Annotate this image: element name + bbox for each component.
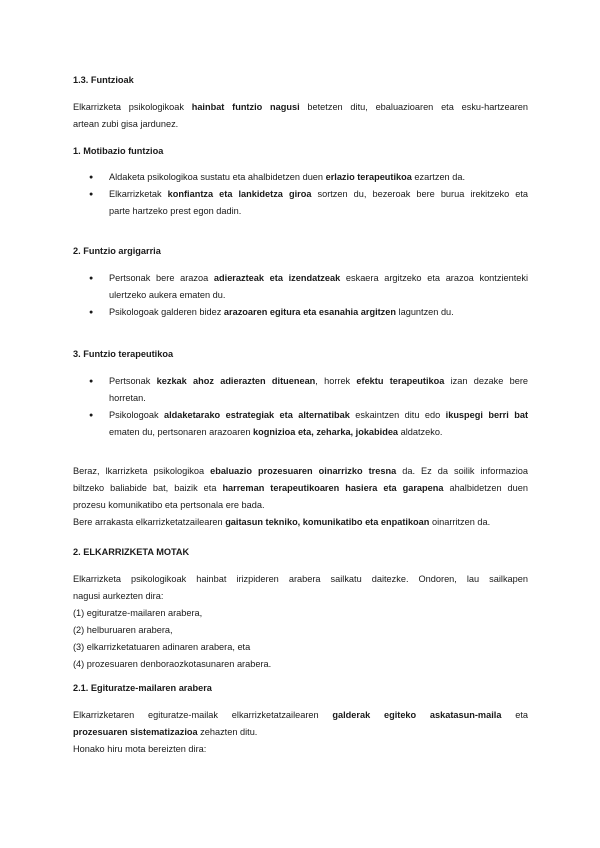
summary-paragraph: Beraz, lkarrizketa psikologikoa ebaluazio prozesuaren oinarrizko tresna da. Ez da soilik informazioa biltzeko baliabide bat, baizik eta harreman terapeutikoaren hasiera eta garapena ahalbidetzen duen prozesu komunikatibo eta pertsonala ere bada. Bere arrakasta elkarrizketatzailearen gaitasun tekniko, komunikatibo eta enpatikoan oinarritzen da.	[73, 466, 528, 527]
therapeutic-function-list	[73, 373, 528, 441]
section-1-3-heading: 1.3. Funtzioak	[73, 75, 134, 85]
list-item: ● Aldaketa psikologikoa sustatu eta ahalbidetzen duen erlazio terapeutikoa ezartzen da.	[73, 169, 528, 186]
classification-item: (4) prozesuaren denboraozkotasunaren arabera.	[73, 659, 272, 669]
functions-intro-paragraph	[73, 99, 528, 133]
classification-item: (2) helburuaren arabera,	[73, 625, 173, 635]
interview-types-heading: 2. ELKARRIZKETA MOTAK	[73, 547, 190, 557]
motivation-function-list	[73, 169, 528, 220]
therapeutic-function-heading: 3. Funtzio terapeutikoa	[73, 349, 174, 359]
list-item: ● Pertsonak kezkak ahoz adierazten dituenean, horrek efektu terapeutikoa izan dezake bere horretan.	[73, 373, 528, 407]
classification-item: (1) egituratze-mailaren arabera,	[73, 608, 203, 618]
structure-level-paragraph: Elkarrizketaren egituratze-mailak elkarrizketatzailearen galderak egiteko askatasun-maila eta prozesuaren sistematizazioa zehazten ditu. Honako hiru mota bereizten dira:	[73, 710, 528, 754]
classification-item: (3) elkarrizketatuaren adinaren arabera, eta	[73, 642, 251, 652]
list-item: ● Pertsonak bere arazoa adierazteak eta izendatzeak eskaera argitzeko eta arazoa kontzienteki ulertzeko aukera ematen du.	[73, 270, 528, 304]
clarifying-function-heading: 2. Funtzio argigarria	[73, 246, 161, 256]
list-item: ● Psikologoak galderen bidez arazoaren egitura eta esanahia argitzen laguntzen du.	[73, 304, 528, 321]
intro-line-1: Elkarrizketa psikologikoak hainbat funtzio nagusi betetzen ditu, ebaluazioaren eta esku-hartzearen	[73, 102, 529, 112]
list-item: ● Psikologoak aldaketarako estrategiak eta alternatibak eskaintzen ditu edo ikuspegi berri bat ematen du, pertsonaren arazoaren kognizioa eta, zeharka, jokabidea aldatzeko.	[73, 407, 528, 441]
structure-level-heading: 2.1. Egituratze-mailaren arabera	[73, 683, 212, 693]
clarifying-function-list	[73, 270, 528, 321]
interview-types-paragraph: Elkarrizketa psikologikoak hainbat irizpideren arabera sailkatu daitezke. Ondoren, lau sailkapen nagusi aurkezten dira: (1) egituratze-mailaren arabera, (2) helburuaren arabera, (3) elkarrizketatuaren adinaren arabera, eta (4) prozesuaren denboraozkotasunaren arabera.	[73, 571, 528, 673]
list-item: ● Elkarrizketak konfiantza eta lankidetza giroa sortzen du, bezeroak bere burua irekitzeko eta parte hartzeko prest egon dadin.	[73, 186, 528, 220]
motivation-function-heading: 1. Motibazio funtzioa	[73, 146, 164, 156]
intro-line-2: artean zubi gisa jardunez.	[73, 119, 179, 129]
